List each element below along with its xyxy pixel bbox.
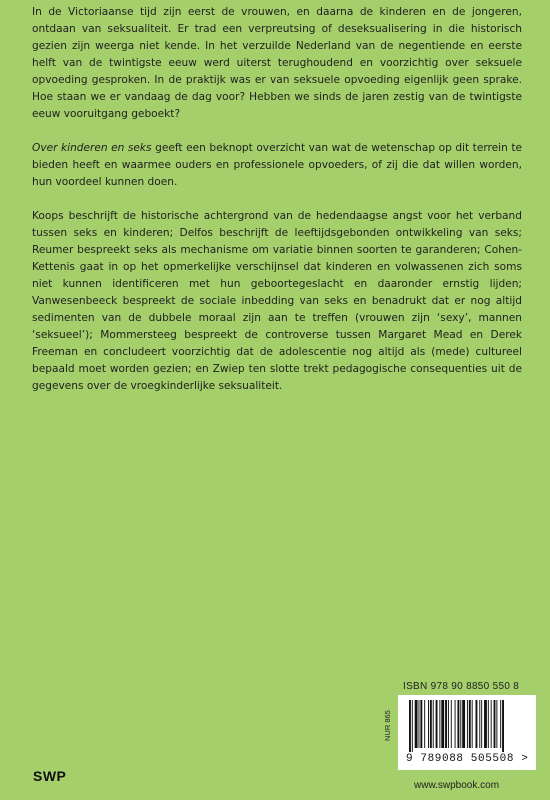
summary-paragraph <box>32 140 522 191</box>
barcode-number: 9 789088 505508 > <box>406 753 529 765</box>
publisher-logo: SWP <box>33 768 67 784</box>
nur-code: NUR 865 <box>383 710 392 741</box>
contents-paragraph <box>32 208 522 395</box>
barcode-bars <box>403 700 531 752</box>
barcode <box>398 695 536 770</box>
isbn-label: ISBN 978 90 8850 550 8 <box>403 681 520 692</box>
publisher-website: www.swpbook.com <box>414 780 500 791</box>
intro-paragraph <box>32 4 522 123</box>
summary-text <box>32 140 522 191</box>
intro-text: In de Victoriaanse tijd zijn eerst de vrouwen, en daarna de kinderen en de jongeren, ontdaan van seksualiteit. Er trad een verpreutsing of deseksualisering in die historisch gezien zijn weerga niet kende. In het verzuilde Nederland van de negentiende en eerste helft van de twintigste eeuw werd uiterst terughoudend en voorzichtig over seksuele opvoeding gesproken. In de praktijk was er van seksuele opvoeding eigenlijk geen sprake. Hoe staan we er vandaag de dag voor? Hebben we sinds de jaren zestig van de twintigste eeuw vooruitgang geboekt? <box>32 6 522 120</box>
summary-rest: geeft een beknopt overzicht van wat de wetenschap op dit terrein te bieden heeft en waarmee ouders en professionele opvoeders, of zij die dat willen worden, hun voordeel kunnen doen. <box>32 142 522 188</box>
contents-text: Koops beschrijft de historische achtergrond van de hedendaagse angst voor het verband tussen seks en kinderen; Delfos beschrijft de leeftijdsgebonden ontwikkeling van seks; Reumer bespreekt seks als mechanisme om variatie binnen soorten te garanderen; Cohen-Kettenis gaat in op het opmerkelijke verschijnsel dat kinderen en volwassenen zich soms niet kunnen identificeren met hun geboortegeslacht en daaronder ernstig lijden; Vanwesenbeeck bespreekt de sociale inbedding van seks en benadrukt dat er nog altijd sedimenten van de dubbele moraal zijn aan te treffen (vrouwen zijn ‘sexy’, mannen ‘seksueel’); Mommersteeg bespreekt de controverse tussen Margaret Mead en Derek Freeman en concludeert voorzichtig dat de adolescentie nog altijd als (mede) cultureel bepaald moet worden gezien; en Zwiep ten slotte trekt pedagogische consequenties uit de gegevens over de vroegkinderlijke seksualiteit. <box>32 210 522 392</box>
book-title: Over kinderen en seks <box>32 142 152 154</box>
